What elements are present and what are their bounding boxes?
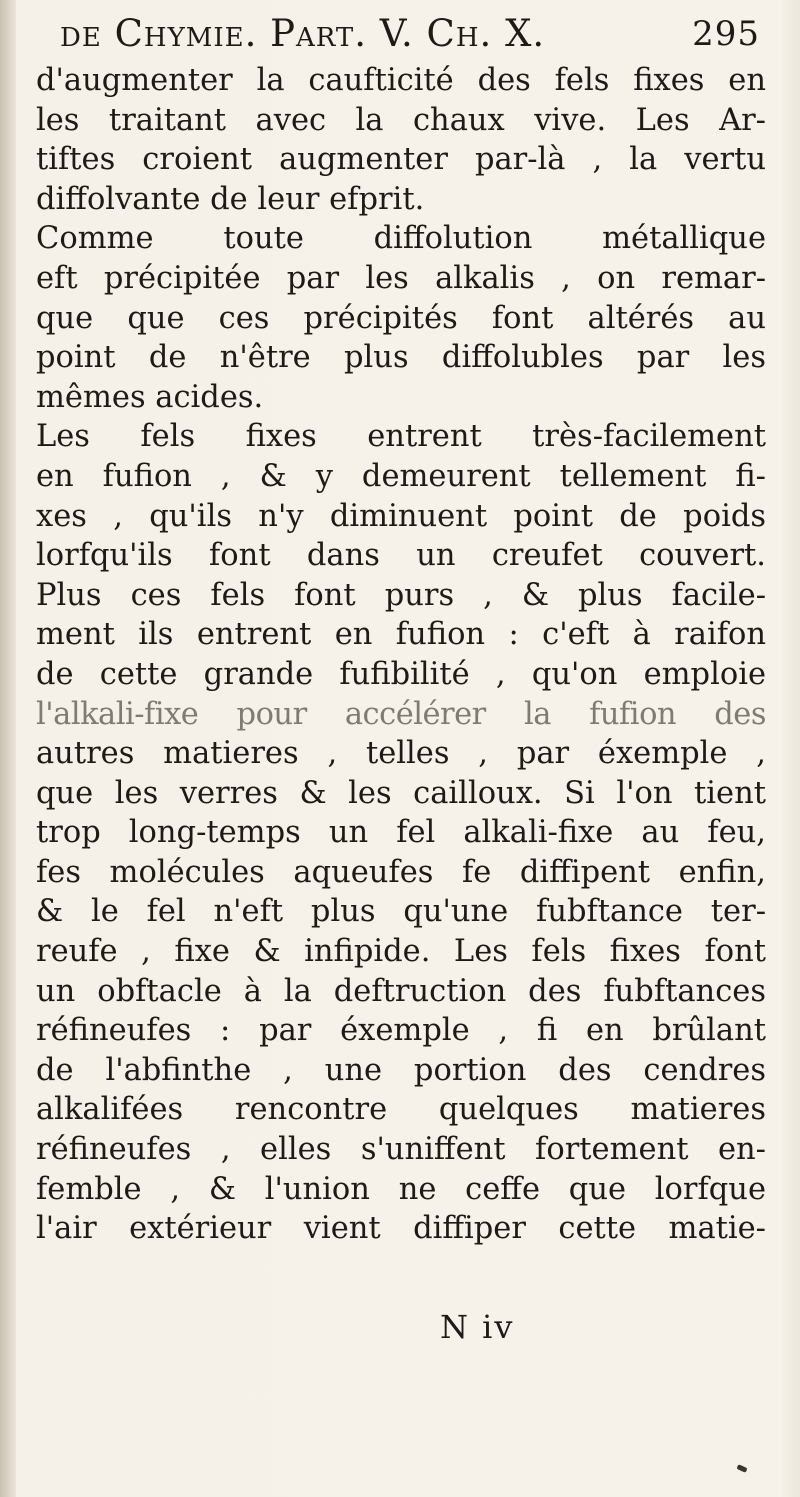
text-line: lorfqu'ils font dans un creufet couvert. — [36, 538, 766, 574]
text-line: xes , qu'ils n'y diminuent point de poids — [36, 498, 766, 534]
text-line-smudged: l'alkali-fixe pour accélérer la fufion des — [36, 696, 766, 732]
text-line: autres matieres , telles , par éxemple , — [36, 736, 766, 772]
text-line: femble , & l'union ne ceffe que lorfque — [36, 1171, 766, 1207]
text-line: fes molécules aqueufes fe diffipent enfin, — [36, 854, 766, 890]
binding-gutter — [0, 0, 16, 1497]
text-line: de l'abfinthe , une portion des cendres — [36, 1052, 766, 1088]
ink-speck — [736, 1464, 747, 1473]
text-line: l'air extérieur vient diffiper cette matie- — [36, 1211, 766, 1247]
text-line: tiftes croient augmenter par-là , la vertu — [36, 142, 766, 178]
text-line: en fufion , & y demeurent tellement fi- — [36, 458, 766, 494]
text-line: alkalifées rencontre quelques matieres — [36, 1092, 766, 1128]
text-line: ment ils entrent en fufion : c'eft à raifon — [36, 617, 766, 653]
text-line: reufe , fixe & infipide. Les fels fixes font — [36, 934, 766, 970]
page-number: 295 — [692, 14, 760, 54]
signature-mark: N iv — [440, 1308, 515, 1346]
text-line: un obftacle à la deftruction des fubftances — [36, 973, 766, 1009]
text-line: eft précipitée par les alkalis , on remar- — [36, 260, 766, 296]
text-line: d'augmenter la caufticité des fels fixes en — [36, 63, 766, 98]
text-line: trop long-temps un fel alkali-fixe au feu, — [36, 815, 766, 851]
text-line: de cette grande fufibilité , qu'on emploie — [36, 656, 766, 692]
text-line: que que ces précipités font altérés au — [36, 300, 766, 336]
text-line: Plus ces fels font purs , & plus facile- — [36, 577, 766, 613]
text-line: Comme toute diffolution métallique — [36, 221, 766, 257]
text-line: réfineufes , elles s'uniffent fortement en- — [36, 1132, 766, 1168]
text-line: mêmes acides. — [36, 379, 264, 415]
text-line: Les fels fixes entrent très-facilement — [36, 419, 766, 455]
text-line: point de n'être plus diffolubles par les — [36, 340, 766, 376]
text-line: les traitant avec la chaux vive. Les Ar- — [36, 102, 766, 138]
text-line: & le fel n'eft plus qu'une fubftance ter- — [36, 894, 766, 930]
body-text — [36, 61, 766, 1249]
running-title: de Chymie. Part. V. Ch. X. — [60, 12, 546, 55]
text-line: réfineufes : par éxemple , fi en brûlant — [36, 1013, 766, 1049]
text-line: que les verres & les cailloux. Si l'on tient — [36, 775, 766, 811]
text-line: diffolvante de leur efprit. — [36, 181, 425, 217]
